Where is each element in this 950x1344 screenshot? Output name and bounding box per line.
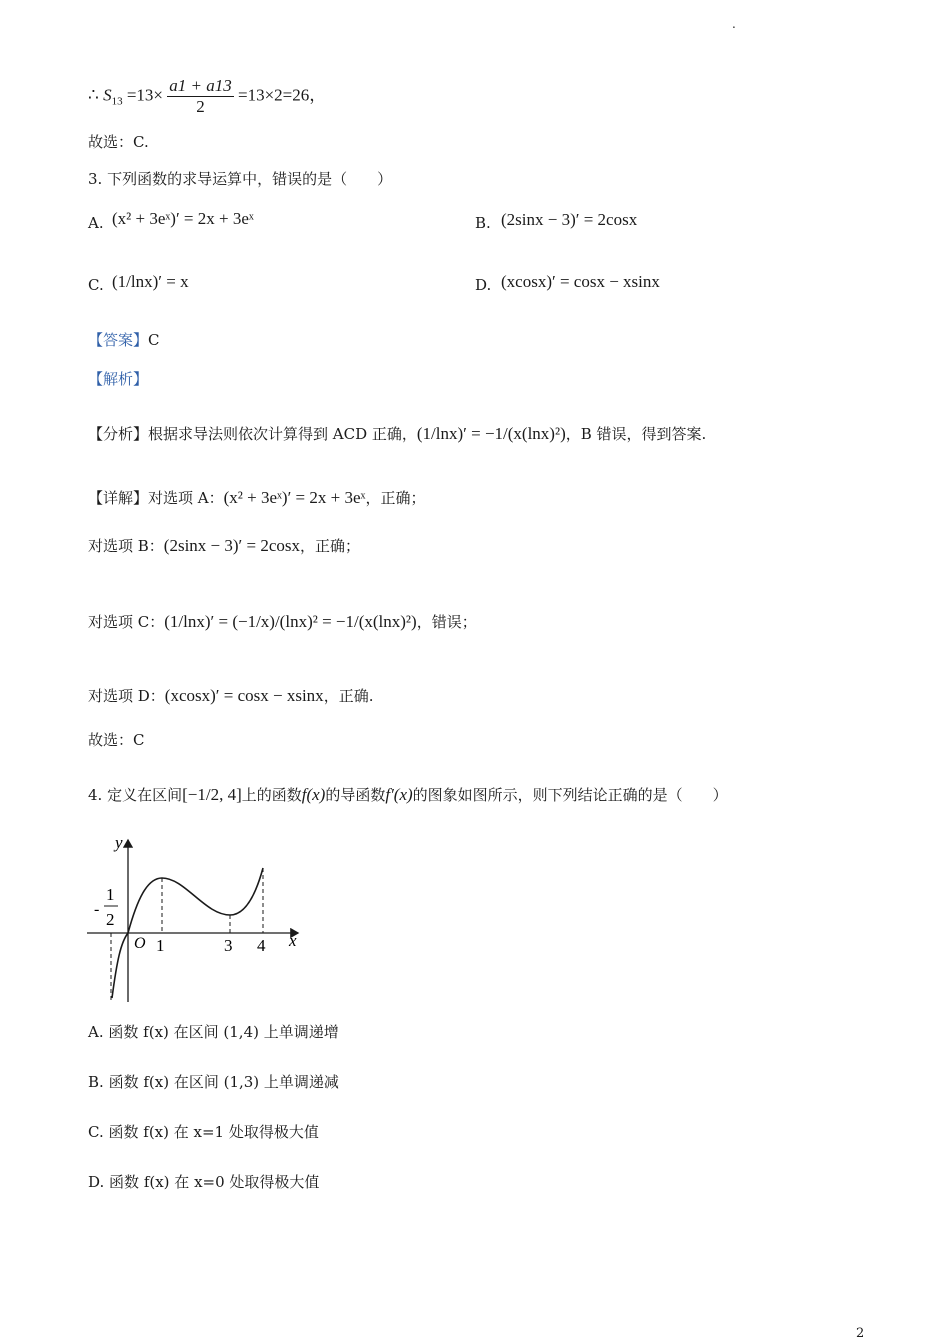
q4-option-d — [88, 1172, 319, 1192]
q3-choose: 故选：C — [88, 731, 145, 749]
fenxi-prefix: 【分析】根据求导法则依次计算得到 ACD 正确， — [88, 425, 417, 443]
fenxi-formula: (1/lnx)′ = −1/(x(lnx)²) — [416, 424, 566, 443]
q4-fx: f(x) — [301, 785, 326, 804]
q4-stem-mid2: 的导函数 — [325, 786, 386, 804]
graph-neg-sign: - — [94, 901, 100, 918]
q3-option-d-formula: (xcosx)′ = cosx − xsinx — [501, 272, 660, 291]
q4-option-c-text: 函数 f(x) 在 x=1 处取得极大值 — [108, 1123, 319, 1141]
fenxi-suffix: ，B 错误，得到答案. — [565, 425, 707, 443]
detail-a-suffix: ，正确； — [365, 489, 426, 507]
q3-option-a-label: A. — [88, 214, 104, 232]
q4-option-a-label: A. — [88, 1023, 104, 1041]
q3-detail-c-line — [88, 612, 477, 632]
s13-symbol: S — [103, 85, 112, 105]
graph-origin-label: O — [134, 935, 146, 952]
q3-option-d-label: D. — [475, 276, 492, 294]
detail-prefix: 【详解】对选项 A： — [88, 489, 224, 507]
graph-tick-1: 1 — [156, 936, 165, 955]
q3-detail-a-line — [88, 488, 425, 508]
detail-d-prefix: 对选项 D： — [88, 687, 165, 705]
q3-option-c-formula: (1/lnx)′ = x — [112, 272, 189, 291]
s13-eq1: =13× — [126, 85, 164, 105]
q4-option-a — [88, 1022, 339, 1042]
graph-x-label: x — [289, 931, 297, 950]
graph-y-label: y — [115, 833, 123, 852]
q4-option-b — [88, 1072, 339, 1092]
q3-detail-d-line — [88, 686, 373, 706]
page-number: 2 — [856, 1326, 865, 1341]
detail-b-suffix: ，正确； — [300, 537, 361, 555]
q4-stem-mid1: 上的函数 — [241, 786, 302, 804]
q3-answer — [88, 330, 160, 350]
q3-stem: 3. 下列函数的求导运算中，错误的是（ ） — [88, 170, 393, 188]
q3-fenxi-line — [88, 424, 706, 444]
s13-denominator: 2 — [167, 96, 233, 117]
graph-tick-3: 3 — [224, 936, 233, 955]
q3-detail-b-line — [88, 536, 360, 556]
q4-option-a-text: 函数 f(x) 在区间 (1,4) 上单调递增 — [108, 1023, 339, 1041]
prev-choose: 故选：C. — [88, 133, 149, 151]
q4-stem-prefix: 4. 定义在区间 — [88, 786, 183, 804]
s13-comma: ， — [309, 85, 327, 105]
q4-option-c — [88, 1122, 319, 1142]
q4-option-b-label: B. — [88, 1073, 104, 1091]
detail-a-formula: (x² + 3eˣ)′ = 2x + 3eˣ — [223, 488, 366, 507]
analysis-tag: 【解析】 — [88, 370, 149, 388]
derivative-graph — [85, 830, 310, 1010]
q4-option-d-label: D. — [88, 1173, 105, 1191]
graph-half-num: 1 — [106, 885, 115, 904]
q4-option-d-text: 函数 f(x) 在 x=0 处取得极大值 — [109, 1173, 320, 1191]
s13-subscript: 13 — [111, 95, 123, 108]
s13-rest: =13×2=26 — [238, 85, 310, 105]
graph-half-den: 2 — [106, 910, 115, 929]
s13-numerator: a1 + a13 — [169, 76, 232, 95]
therefore-sign: ∴ — [88, 85, 99, 105]
q3-option-c-label: C. — [88, 276, 104, 294]
s13-fraction — [167, 76, 233, 117]
answer-tag: 【答案】 — [88, 331, 149, 349]
q4-fpx: f′(x) — [385, 785, 413, 804]
q4-interval: [−1/2, 4] — [182, 785, 242, 804]
q3-option-b-formula: (2sinx − 3)′ = 2cosx — [501, 210, 638, 229]
graph-tick-4: 4 — [257, 936, 266, 955]
q4-option-c-label: C. — [88, 1123, 104, 1141]
q3-option-b-label: B. — [475, 214, 491, 232]
q4-stem — [88, 785, 728, 805]
detail-c-prefix: 对选项 C： — [88, 613, 165, 631]
header-dot: . — [732, 17, 736, 31]
q4-option-b-text: 函数 f(x) 在区间 (1,3) 上单调递减 — [108, 1073, 339, 1091]
detail-c-formula: (1/lnx)′ = (−1/x)/(lnx)² = −1/(x(lnx)²) — [164, 612, 417, 631]
detail-b-prefix: 对选项 B： — [88, 537, 164, 555]
answer-value: C — [148, 331, 160, 349]
q4-stem-suffix: 的图象如图所示，则下列结论正确的是（ ） — [412, 786, 728, 804]
detail-d-suffix: ，正确. — [323, 687, 374, 705]
detail-b-formula: (2sinx − 3)′ = 2cosx — [163, 536, 301, 555]
s13-formula — [88, 76, 326, 117]
detail-c-suffix: ，错误； — [416, 613, 477, 631]
q3-option-a-formula: (x² + 3eˣ)′ = 2x + 3eˣ — [112, 209, 254, 228]
detail-d-formula: (xcosx)′ = cosx − xsinx — [164, 686, 324, 705]
